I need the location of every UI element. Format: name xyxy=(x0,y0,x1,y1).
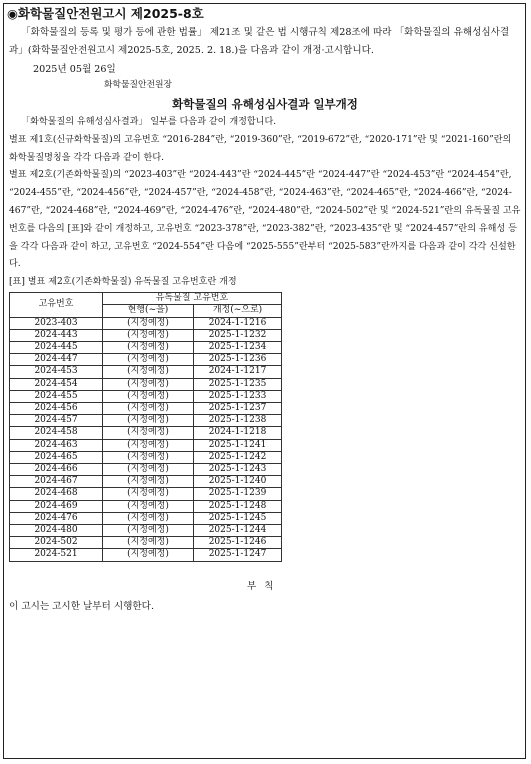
table-row xyxy=(10,354,282,366)
table-row xyxy=(10,464,282,476)
cell-current: (지정예정) xyxy=(103,500,194,512)
cell-revised: 2024-1-1217 xyxy=(194,366,282,378)
header-group: 유독물질 고유번호 xyxy=(103,293,282,305)
cell-current: (지정예정) xyxy=(103,378,194,390)
table-header-row xyxy=(10,293,282,305)
cell-revised: 2025-1-1239 xyxy=(194,488,282,500)
table-row xyxy=(10,378,282,390)
header-revised: 개정(~으로) xyxy=(194,305,282,317)
cell-id: 2024-521 xyxy=(10,549,103,561)
table-row xyxy=(10,500,282,512)
cell-id: 2024-463 xyxy=(10,439,103,451)
cell-id: 2024-465 xyxy=(10,451,103,463)
body-paragraph-annex2 xyxy=(9,167,521,274)
cell-id: 2024-447 xyxy=(10,354,103,366)
cell-current: (지정예정) xyxy=(103,439,194,451)
cell-revised: 2024-1-1218 xyxy=(194,427,282,439)
cell-id: 2024-455 xyxy=(10,390,103,402)
body-text-0: 「화학물질의 유해성심사결과」 일부를 다음과 같이 개정합니다. xyxy=(21,117,277,127)
cell-revised: 2025-1-1242 xyxy=(194,451,282,463)
cell-id: 2024-467 xyxy=(10,476,103,488)
table-row xyxy=(10,329,282,341)
cell-current: (지정예정) xyxy=(103,427,194,439)
cell-current: (지정예정) xyxy=(103,366,194,378)
body-text-1: 별표 제1호(신규화학물질)의 고유번호 “2016-284”란, “2019-360”란, “2019-672”란, “2020-171”란 및 “2021-160”란의 화학물질명칭을 각각 다음과 같이 한다. xyxy=(9,134,512,163)
cell-current: (지정예정) xyxy=(103,329,194,341)
cell-revised: 2025-1-1245 xyxy=(194,512,282,524)
body-paragraph-annex1 xyxy=(9,132,521,168)
cell-revised: 2025-1-1237 xyxy=(194,403,282,415)
cell-id: 2024-453 xyxy=(10,366,103,378)
table-row xyxy=(10,512,282,524)
table-row xyxy=(10,525,282,537)
cell-revised: 2024-1-1216 xyxy=(194,317,282,329)
cell-id: 2024-502 xyxy=(10,537,103,549)
cell-revised: 2025-1-1247 xyxy=(194,549,282,561)
table-row xyxy=(10,451,282,463)
cell-current: (지정예정) xyxy=(103,537,194,549)
cell-id: 2024-454 xyxy=(10,378,103,390)
cell-id: 2024-445 xyxy=(10,341,103,353)
cell-id: 2024-468 xyxy=(10,488,103,500)
cell-revised: 2025-1-1241 xyxy=(194,439,282,451)
header-id: 고유번호 xyxy=(10,293,103,317)
cell-revised: 2025-1-1246 xyxy=(194,537,282,549)
cell-revised: 2025-1-1248 xyxy=(194,500,282,512)
body-text-2: 별표 제2호(기존화학물질)의 “2023-403”란 “2024-443”란 “2024-445”란 “2024-447”란 “2024-453”란 “2024-454”란, “2024-455”란, “2024-456”란, “2024-457”란, “2024-458”란, “2024-463”란, “2024-465”란, “2024-466”란, “2024-467”란, “2024-468”란, “2024-469”란, “2024-476”란, “2024-480”란, “2024-502”란 및 “2024-521”란의 유독물질 고유번호를 다음의 [표]와 같이 개정하고, 고유번호 “2023-378”란, “2023-382”란, “2023-435”란 및 “2024-457”란의 유해성 등을 각각 다음과 같이 하고, 고유번호 “2024-554”란 다음에 “2025-555”란부터 “2025-583”란까지를 다음과 같이 각각 신설한다. xyxy=(9,170,521,270)
cell-revised: 2025-1-1244 xyxy=(194,525,282,537)
cell-current: (지정예정) xyxy=(103,512,194,524)
intro-paragraph xyxy=(9,24,521,60)
cell-id: 2024-476 xyxy=(10,512,103,524)
cell-revised: 2025-1-1232 xyxy=(194,329,282,341)
cell-current: (지정예정) xyxy=(103,390,194,402)
cell-revised: 2025-1-1243 xyxy=(194,464,282,476)
table-row xyxy=(10,390,282,402)
table-row xyxy=(10,341,282,353)
table-row xyxy=(10,317,282,329)
table-row xyxy=(10,537,282,549)
table-row xyxy=(10,476,282,488)
document-content xyxy=(9,6,521,616)
cell-current: (지정예정) xyxy=(103,317,194,329)
cell-current: (지정예정) xyxy=(103,549,194,561)
header-current: 현행(~을) xyxy=(103,305,194,317)
appendix-heading: 부칙 xyxy=(247,580,282,592)
cell-revised: 2025-1-1235 xyxy=(194,378,282,390)
cell-current: (지정예정) xyxy=(103,488,194,500)
cell-revised: 2025-1-1236 xyxy=(194,354,282,366)
cell-current: (지정예정) xyxy=(103,354,194,366)
table-body xyxy=(10,317,282,561)
body-line-amend xyxy=(9,114,521,132)
cell-id: 2024-458 xyxy=(10,427,103,439)
cell-id: 2024-466 xyxy=(10,464,103,476)
issuer-name: 화학물질안전원장 xyxy=(104,80,172,90)
cell-id: 2024-480 xyxy=(10,525,103,537)
table-row xyxy=(10,549,282,561)
intro-text: 「화학물질의 등록 및 평가 등에 관한 법률」 제21조 및 같은 법 시행규칙 제28조에 따라 「화학물질의 유해성심사결과」(화학물질안전원고시 제2025-5호, 2025. 2. 18.)을 다음과 같이 개정·고시합니다. xyxy=(9,27,510,56)
cell-current: (지정예정) xyxy=(103,525,194,537)
cell-current: (지정예정) xyxy=(103,476,194,488)
cell-revised: 2025-1-1238 xyxy=(194,415,282,427)
notice-date: 2025년 05월 26일 xyxy=(33,64,116,75)
table-row xyxy=(10,488,282,500)
final-clause: 이 고시는 고시한 날부터 시행한다. xyxy=(9,600,154,612)
table-row xyxy=(10,403,282,415)
cell-revised: 2025-1-1233 xyxy=(194,390,282,402)
table-row xyxy=(10,415,282,427)
cell-id: 2024-457 xyxy=(10,415,103,427)
notice-heading: ◉화학물질안전원고시 제2025-8호 xyxy=(7,6,204,21)
cell-current: (지정예정) xyxy=(103,403,194,415)
cell-id: 2023-403 xyxy=(10,317,103,329)
cell-current: (지정예정) xyxy=(103,451,194,463)
cell-current: (지정예정) xyxy=(103,415,194,427)
cell-revised: 2025-1-1240 xyxy=(194,476,282,488)
table-caption: [표] 별표 제2호(기존화학물질) 유독물질 고유번호란 개정 xyxy=(9,277,237,288)
document-title: 화학물질의 유해성심사결과 일부개정 xyxy=(172,97,358,111)
cell-id: 2024-443 xyxy=(10,329,103,341)
cell-revised: 2025-1-1234 xyxy=(194,341,282,353)
cell-id: 2024-469 xyxy=(10,500,103,512)
cell-current: (지정예정) xyxy=(103,341,194,353)
cell-current: (지정예정) xyxy=(103,464,194,476)
code-revision-table xyxy=(9,292,282,561)
table-row xyxy=(10,366,282,378)
table-row xyxy=(10,427,282,439)
cell-id: 2024-456 xyxy=(10,403,103,415)
table-row xyxy=(10,439,282,451)
